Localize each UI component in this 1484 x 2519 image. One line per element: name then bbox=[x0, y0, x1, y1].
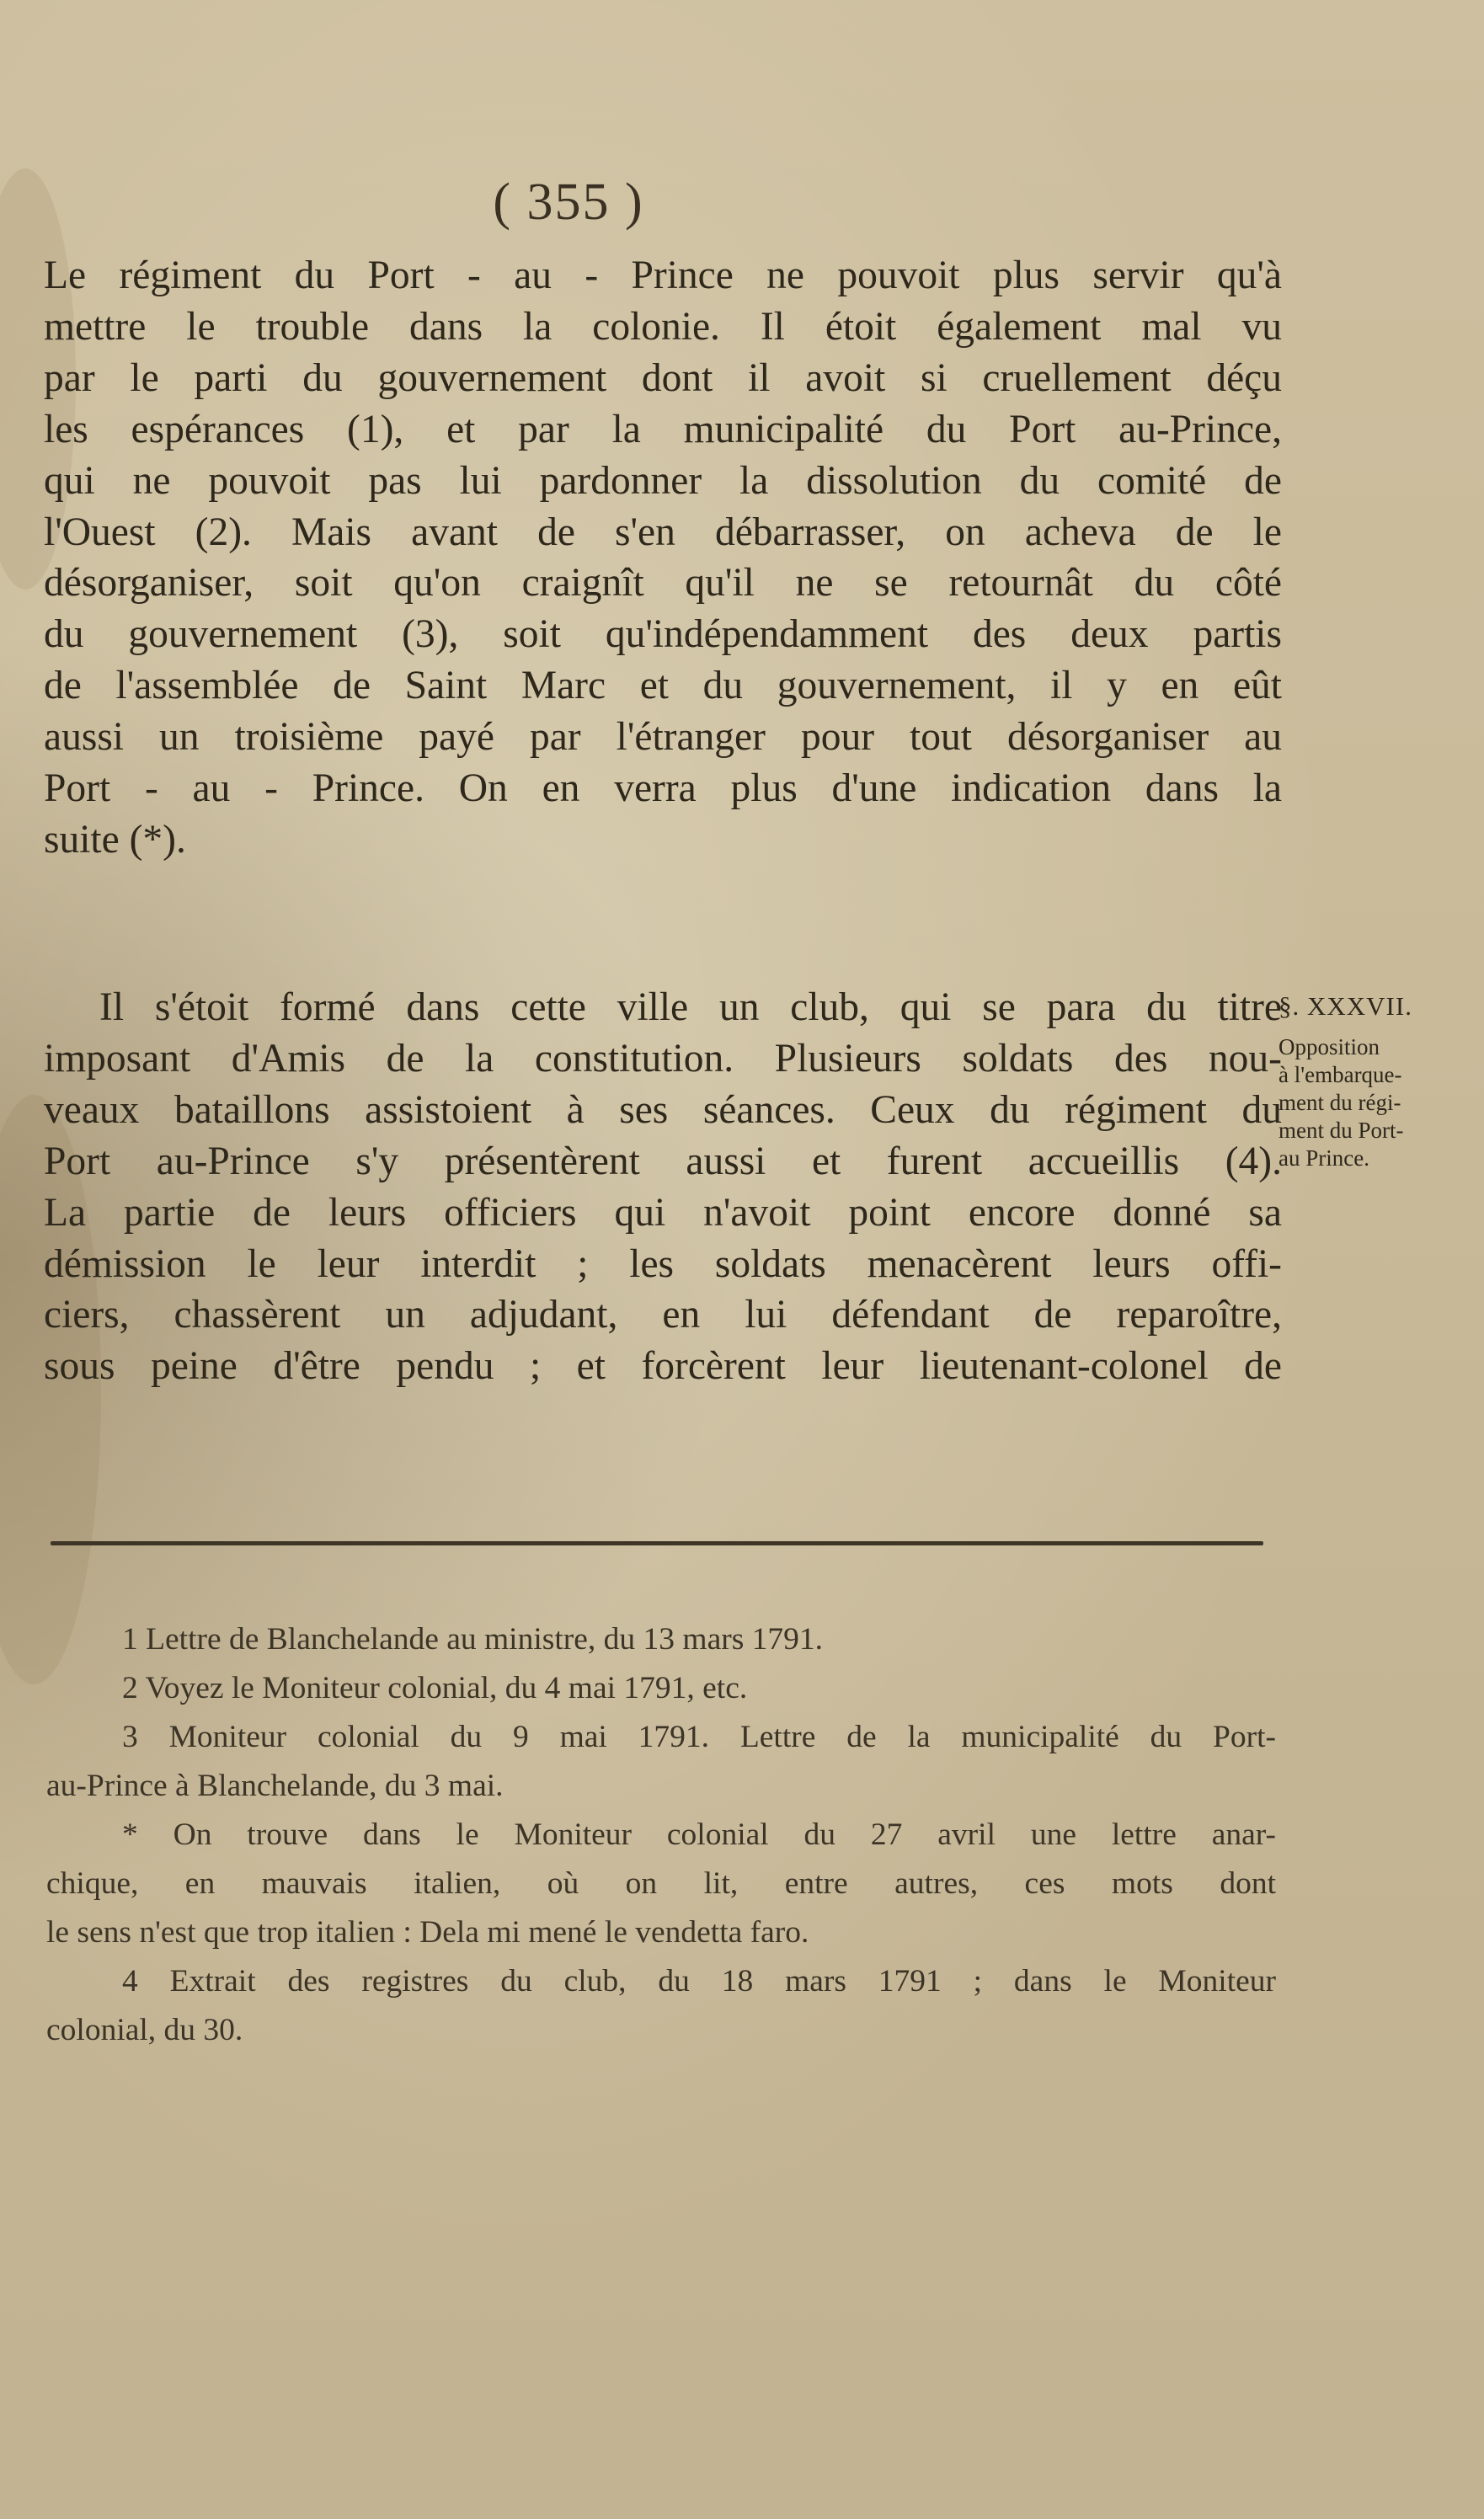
margin-note-line: au Prince. bbox=[1278, 1145, 1369, 1171]
text-line: La partie de leurs officiers qui n'avoit point encore donné sa bbox=[44, 1190, 1282, 1235]
footnote-line: 4 Extrait des registres du club, du 18 mars 1791 ; dans le Moniteur bbox=[122, 1964, 1276, 1999]
text-line: par le parti du gouvernement dont il avoit si cruellement déçu bbox=[44, 355, 1282, 400]
margin-note-line: ment du régi- bbox=[1278, 1090, 1401, 1115]
footnote-line: * On trouve dans le Moniteur colonial du 27 avril une lettre anar- bbox=[122, 1817, 1276, 1852]
footnote-line: le sens n'est que trop italien : Dela mi mené le vendetta faro. bbox=[46, 1915, 809, 1950]
text-line: les espérances (1), et par la municipalité du Port au-Prince, bbox=[44, 407, 1282, 451]
footnote-line: au-Prince à Blanchelande, du 3 mai. bbox=[46, 1769, 504, 1803]
text-line: aussi un troisième payé par l'étranger pour tout désorganiser au bbox=[44, 715, 1282, 760]
footnotes bbox=[46, 1615, 1276, 2055]
paragraph-1 bbox=[44, 250, 1282, 866]
text-line: de l'assemblée de Saint Marc et du gouvernement, il y en eût bbox=[44, 664, 1282, 708]
text-line: imposant d'Amis de la constitution. Plusieurs soldats des nou- bbox=[44, 1036, 1282, 1081]
text-line: démission le leur interdit ; les soldats menacèrent leurs offi- bbox=[44, 1241, 1282, 1286]
text-line: veaux bataillons assistoient à ses séances. Ceux du régiment du bbox=[44, 1087, 1282, 1132]
text-line: sous peine d'être pendu ; et forcèrent leur lieutenant-colonel de bbox=[44, 1344, 1282, 1389]
text-line: l'Ouest (2). Mais avant de s'en débarrasser, on acheva de le bbox=[44, 510, 1282, 554]
text-line: Il s'étoit formé dans cette ville un club, qui se para du titre bbox=[99, 985, 1282, 1029]
footnote-line: colonial, du 30. bbox=[46, 2013, 243, 2047]
margin-note-line: ment du Port- bbox=[1278, 1118, 1404, 1143]
footnote-line: 1 Lettre de Blanchelande au ministre, du 13 mars 1791. bbox=[122, 1622, 824, 1657]
text-line: ciers, chassèrent un adjudant, en lui défendant de reparoître, bbox=[44, 1293, 1282, 1337]
margin-note bbox=[1278, 992, 1481, 1172]
section-number: §. XXXVII. bbox=[1278, 991, 1412, 1021]
text-line: désorganiser, soit qu'on craignît qu'il ne se retournât du côté bbox=[44, 561, 1282, 606]
text-line: Port - au - Prince. On en verra plus d'une indication dans la bbox=[44, 766, 1282, 811]
margin-note-line: Opposition bbox=[1278, 1034, 1380, 1059]
footnote-divider bbox=[51, 1541, 1263, 1545]
page-number: ( 355 ) bbox=[493, 173, 644, 231]
text-line: Port au-Prince s'y présentèrent aussi et furent accueillis (4). bbox=[44, 1139, 1282, 1183]
text-line: suite (*). bbox=[44, 817, 186, 862]
text-line: mettre le trouble dans la colonie. Il étoit également mal vu bbox=[44, 304, 1282, 349]
footnote-line: chique, en mauvais italien, où on lit, entre autres, ces mots dont bbox=[46, 1866, 1276, 1901]
footnote-line: 2 Voyez le Moniteur colonial, du 4 mai 1791, etc. bbox=[122, 1671, 748, 1705]
margin-note-line: à l'embarque- bbox=[1278, 1062, 1402, 1087]
text-line: du gouvernement (3), soit qu'indépendamment des deux partis bbox=[44, 612, 1282, 657]
paragraph-2 bbox=[44, 982, 1282, 1392]
text-line: qui ne pouvoit pas lui pardonner la dissolution du comité de bbox=[44, 458, 1282, 503]
footnote-line: 3 Moniteur colonial du 9 mai 1791. Lettre de la municipalité du Port- bbox=[122, 1720, 1276, 1754]
text-line: Le régiment du Port - au - Prince ne pouvoit plus servir qu'à bbox=[44, 254, 1282, 297]
